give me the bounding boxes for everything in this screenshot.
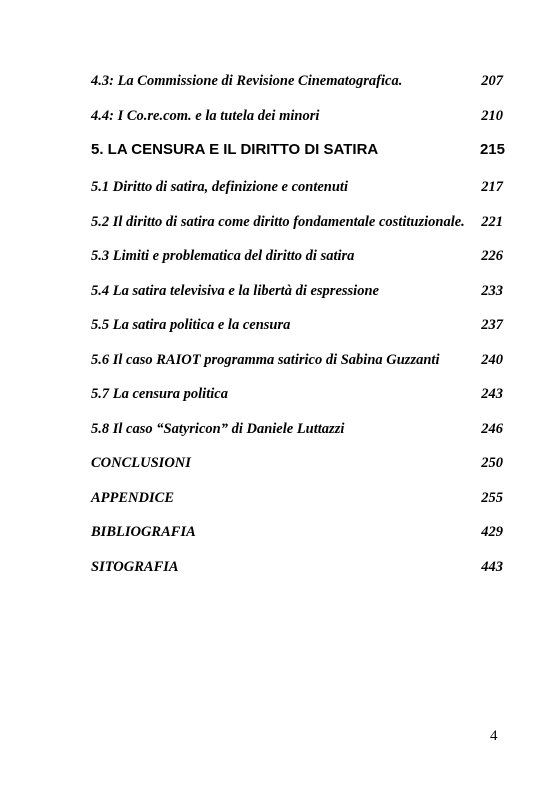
toc-entry-title: APPENDICE <box>91 489 174 506</box>
toc-entry-sitografia <box>91 558 503 576</box>
toc-chapter-title: 5. LA CENSURA E IL DIRITTO DI SATIRA <box>91 141 379 158</box>
toc-entry-conclusioni <box>91 454 503 472</box>
toc-entry-page: 217 <box>481 179 503 195</box>
toc-entry-title: 5.2 Il diritto di satira come diritto fondamentale costituzionale. <box>91 213 465 230</box>
toc-entry-title: CONCLUSIONI <box>91 455 191 471</box>
toc-entry-5-2 <box>91 213 503 231</box>
toc-chapter-page: 215 <box>479 141 505 158</box>
toc-entry-title: 5.7 La censura politica <box>91 386 228 402</box>
toc-entry-page: 226 <box>481 248 503 264</box>
toc-entry-5-5 <box>91 316 503 334</box>
toc-entry-page: 233 <box>481 282 503 299</box>
toc-entry-bibliografia <box>91 523 503 541</box>
toc-entry-title: 5.5 La satira politica e la censura <box>91 317 291 333</box>
toc-entry-page: 207 <box>481 73 503 89</box>
toc-entry-page: 243 <box>481 386 503 402</box>
toc-entry-title: 5.8 Il caso “Satyricon” di Daniele Luttazzi <box>91 420 345 437</box>
toc-entry-5-8 <box>91 420 503 438</box>
page-number: 4 <box>490 728 498 744</box>
toc-entry-4-4 <box>91 107 503 125</box>
toc-entry-page: 237 <box>481 317 503 333</box>
toc-entry-title: 5.3 Limiti e problematica del diritto di satira <box>91 248 355 264</box>
toc-entry-title: 4.3: La Commissione di Revisione Cinematografica. <box>91 73 403 89</box>
toc-entry-page: 221 <box>481 213 503 230</box>
toc-entry-title: 5.4 La satira televisiva e la libertà di espressione <box>91 282 379 299</box>
toc-entry-page: 429 <box>481 524 503 540</box>
table-of-contents <box>91 72 503 592</box>
toc-entry-title: 4.4: I Co.re.com. e la tutela dei minori <box>91 107 320 124</box>
toc-entry-title: SITOGRAFIA <box>91 558 179 575</box>
toc-entry-title: 5.1 Diritto di satira, definizione e contenuti <box>91 179 348 195</box>
toc-entry-4-3 <box>91 72 503 90</box>
toc-entry-page: 255 <box>481 489 503 506</box>
toc-entry-5-4 <box>91 282 503 300</box>
toc-entry-5-3 <box>91 247 503 265</box>
toc-entry-page: 250 <box>481 455 503 471</box>
toc-entry-appendice <box>91 489 503 507</box>
toc-entry-page: 240 <box>481 351 503 368</box>
toc-chapter-5 <box>91 141 503 159</box>
toc-entry-5-1 <box>91 178 503 196</box>
toc-entry-title: BIBLIOGRAFIA <box>91 524 196 540</box>
toc-entry-page: 246 <box>481 420 503 437</box>
toc-entry-page: 210 <box>481 107 503 124</box>
toc-entry-5-6 <box>91 351 503 369</box>
toc-entry-page: 443 <box>481 558 503 575</box>
toc-entry-title: 5.6 Il caso RAIOT programma satirico di Sabina Guzzanti <box>91 351 440 368</box>
toc-entry-5-7 <box>91 385 503 403</box>
